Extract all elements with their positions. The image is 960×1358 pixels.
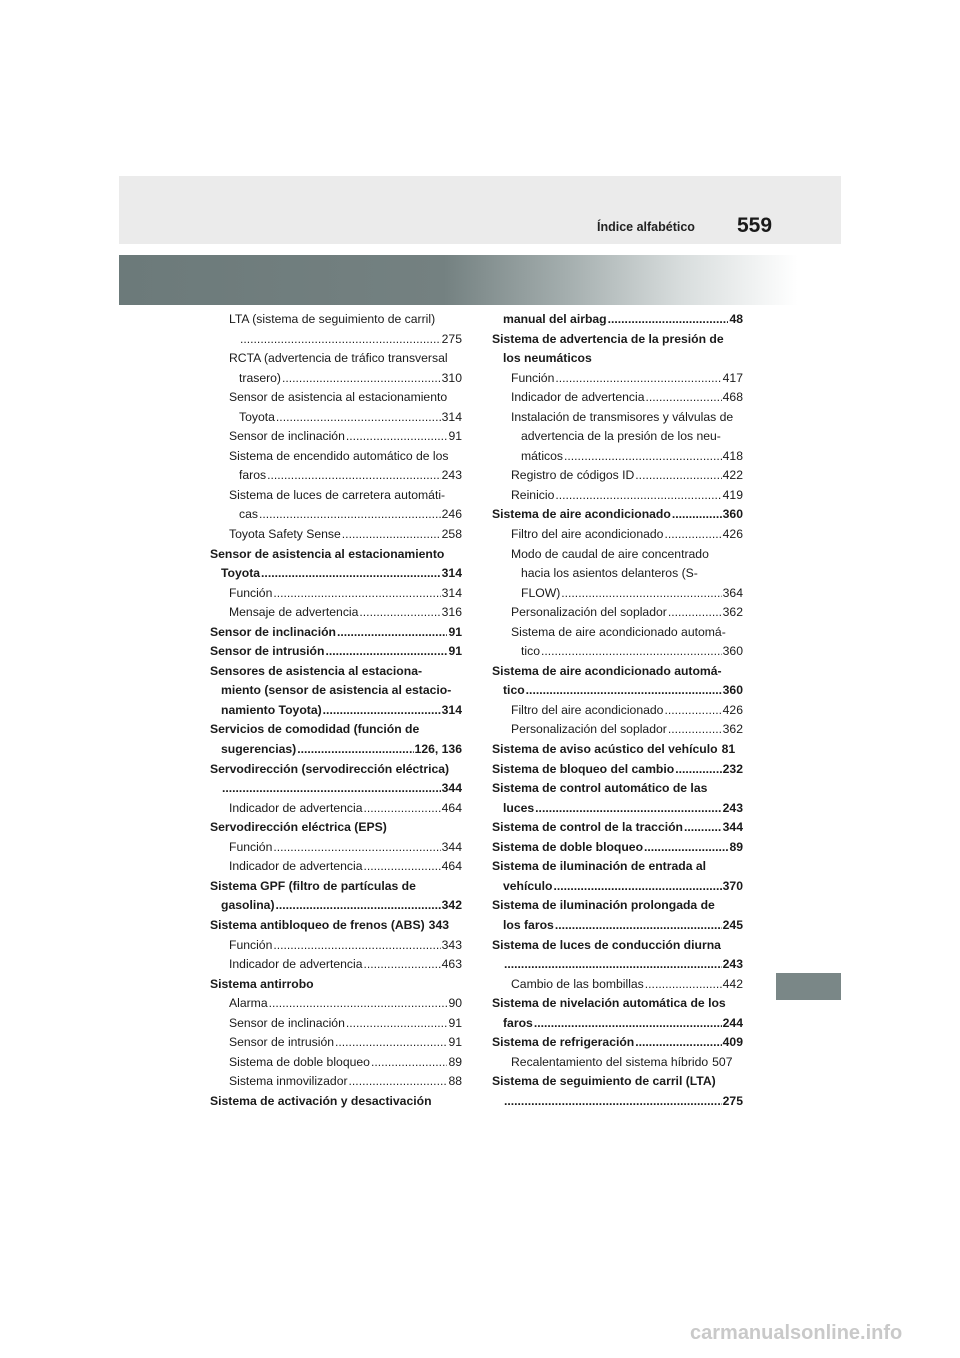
index-entry (492, 838, 743, 858)
index-entry (492, 701, 743, 721)
index-entry-text: Toyota Safety Sense (229, 527, 341, 542)
index-entry-text: Función (511, 370, 555, 385)
index-entry (210, 896, 462, 916)
index-entry (210, 662, 462, 682)
index-entry-text: Sistema de aire acondicionado (492, 507, 671, 522)
dot-leader (564, 447, 722, 467)
index-entry-page: 126, 136 (414, 742, 462, 757)
index-entry (210, 994, 462, 1014)
index-entry (210, 447, 462, 467)
index-entry-text: Alarma (229, 996, 268, 1011)
index-entry-page: 464 (441, 800, 462, 815)
index-entry (492, 857, 743, 877)
index-entry-text: máticos (521, 448, 563, 463)
dot-leader (645, 388, 721, 408)
index-entry-text: Sistema antirrobo (210, 976, 314, 991)
index-entry-text: namiento Toyota) (221, 702, 322, 717)
index-entry-page: 90 (448, 996, 462, 1011)
index-entry-text: Filtro del aire acondicionado (511, 702, 664, 717)
index-entry-text: Modo de caudal de aire concentrado (511, 546, 709, 561)
index-entry (210, 955, 462, 975)
index-entry (210, 936, 462, 956)
index-entry-text: Sistema GPF (filtro de partículas de (210, 878, 416, 893)
dot-leader (267, 466, 441, 486)
index-entry-page: 418 (722, 448, 743, 463)
index-entry-text: Sistema de advertencia de la presión de (492, 331, 724, 346)
index-entry-text: tico (521, 644, 540, 659)
index-entry-text: Función (229, 839, 273, 854)
index-entry (210, 603, 462, 623)
dot-leader (526, 681, 722, 701)
index-entry-text: vehículo (503, 878, 553, 893)
index-entry-page: 243 (441, 468, 462, 483)
dot-leader (349, 1072, 448, 1092)
index-entry (492, 955, 743, 975)
index-entry-text: Servicios de comodidad (función de (210, 722, 420, 737)
header-band (119, 176, 841, 244)
index-entry-text: Sistema de nivelación automática de los (492, 996, 726, 1011)
index-entry-text: Instalación de transmisores y válvulas de (511, 409, 734, 424)
dot-leader (675, 760, 721, 780)
index-entry (492, 877, 743, 897)
dot-leader (371, 1053, 448, 1073)
index-entry (210, 388, 462, 408)
index-entry-text: Toyota (239, 409, 275, 424)
index-entry-page: 409 (722, 1035, 743, 1050)
dot-leader (240, 330, 441, 350)
index-entry (210, 877, 462, 897)
index-entry (492, 740, 743, 760)
index-entry (210, 564, 462, 584)
dot-leader (325, 642, 447, 662)
index-entry-text: Personalización del soplador (511, 722, 667, 737)
index-entry-text: Toyota (221, 566, 261, 581)
index-entry (210, 1014, 462, 1034)
dot-leader (534, 1014, 722, 1034)
index-entry-page: 344 (441, 839, 462, 854)
dot-leader (555, 916, 722, 936)
index-entry-text: Sensor de inclinación (229, 1015, 345, 1030)
index-entry (210, 975, 462, 995)
index-entry-page: 342 (441, 898, 462, 913)
index-entry (210, 1092, 462, 1112)
index-entry-text: Sistema de iluminación de entrada al (492, 859, 707, 874)
index-entry-page: 362 (722, 722, 743, 737)
dot-leader (335, 1033, 447, 1053)
index-entry (492, 936, 743, 956)
index-entry-text: Sistema de seguimiento de carril (LTA) (492, 1074, 716, 1089)
index-entry-page: 417 (722, 370, 743, 385)
index-entry (210, 545, 462, 565)
index-entry-text: Sistema de doble bloqueo (492, 839, 644, 854)
index-entry (210, 330, 462, 350)
index-entry (210, 427, 462, 447)
index-entry-text: LTA (sistema de seguimiento de carril) (229, 312, 436, 326)
index-entry (492, 916, 743, 936)
index-entry-text: luces (503, 800, 535, 815)
index-entry (492, 799, 743, 819)
index-entry-page: 468 (722, 390, 743, 405)
chapter-thumb-tab (776, 973, 841, 1000)
index-entry (492, 564, 743, 584)
index-entry (210, 916, 462, 936)
index-entry (492, 642, 743, 662)
dot-leader (668, 603, 722, 623)
dot-leader (684, 818, 722, 838)
index-entry (210, 720, 462, 740)
index-entry-page: 314 (441, 409, 462, 424)
index-entry (210, 310, 462, 330)
page-number: 559 (737, 214, 773, 237)
index-entry-text: Servodirección eléctrica (EPS) (210, 820, 387, 835)
index-entry-text: Sistema de activación y desactivación (210, 1093, 432, 1108)
index-entry (210, 701, 462, 721)
index-entry (210, 760, 462, 780)
index-entry-text: Personalización del soplador (511, 605, 667, 620)
index-entry-page: 89 (729, 839, 743, 854)
index-entry-page: 88 (448, 1074, 462, 1089)
dot-leader (222, 779, 441, 799)
index-entry-page: 243 (722, 957, 743, 972)
index-entry (492, 1053, 743, 1073)
dot-leader (269, 994, 448, 1014)
index-entry-text: gasolina) (221, 898, 275, 913)
index-entry-text: tico (503, 683, 525, 698)
dot-leader (535, 799, 721, 819)
dot-leader (273, 936, 440, 956)
index-entry (210, 486, 462, 506)
index-entry-page: 232 (722, 761, 743, 776)
dot-leader (555, 486, 721, 506)
index-entry-page: 310 (441, 370, 462, 385)
index-entry-page: 360 (722, 644, 743, 659)
index-entry-text: Sistema de encendido automático de los (229, 448, 449, 463)
index-entry (210, 584, 462, 604)
index-entry (210, 1053, 462, 1073)
index-entry-text: Mensaje de advertencia (229, 605, 359, 620)
index-entry-page: 48 (729, 312, 743, 326)
dot-leader (323, 701, 441, 721)
index-entry-page: 464 (441, 859, 462, 874)
index-entry-text: cas (239, 507, 258, 522)
index-entry (210, 349, 462, 369)
index-entry (492, 408, 743, 428)
index-entry-text: los faros (503, 917, 554, 932)
index-entry (210, 505, 462, 525)
index-entry-text: Sistema de bloqueo del cambio (492, 761, 675, 776)
index-entry (492, 486, 743, 506)
index-entry-page: 360 (722, 683, 743, 698)
index-entry (210, 1072, 462, 1092)
index-entry (492, 896, 743, 916)
index-entry (210, 838, 462, 858)
index-entry (492, 349, 743, 369)
dot-leader (553, 877, 721, 897)
index-entry (210, 799, 462, 819)
index-entry-text: hacia los asientos delanteros (S- (521, 566, 698, 581)
index-entry (492, 760, 743, 780)
dot-leader (504, 1092, 722, 1112)
index-entry-page: 360 (722, 507, 743, 522)
header-gradient-bar (119, 255, 841, 305)
index-entry (492, 310, 743, 330)
index-entry (210, 857, 462, 877)
index-entry (492, 623, 743, 643)
index-entry-page: 81 (721, 742, 736, 757)
index-entry-text: Sensores de asistencia al estaciona- (210, 663, 423, 678)
index-entry-text: FLOW) (521, 585, 561, 600)
index-entry-text: Registro de códigos ID (511, 468, 635, 483)
index-entry-page: 314 (441, 702, 462, 717)
index-entry-text: Sistema de aviso acústico del vehículo (492, 742, 718, 757)
watermark-text: carmanualsonline.info (690, 1322, 903, 1344)
index-entry-text: trasero) (239, 370, 281, 385)
index-entry-page: 243 (722, 800, 743, 815)
index-entry-text: Sistema de control automático de las (492, 781, 708, 796)
index-entry-text: RCTA (advertencia de tráfico transversal (229, 351, 448, 366)
index-entry-text: Sensor de inclinación (210, 624, 336, 639)
index-entry (492, 975, 743, 995)
index-entry-text: faros (239, 468, 267, 483)
index-entry-page: 91 (448, 1015, 462, 1030)
index-entry-text: Sensor de asistencia al estacionamiento (210, 546, 445, 561)
index-entry-page: 244 (722, 1015, 743, 1030)
index-entry (210, 623, 462, 643)
index-entry-text: Sistema de aire acondicionado automá- (492, 663, 722, 678)
index-entry-page: 91 (448, 624, 462, 639)
index-entry-text: Sistema antibloqueo de frenos (ABS) (210, 917, 425, 932)
index-entry (492, 720, 743, 740)
index-entry-text: miento (sensor de asistencia al estacio- (221, 683, 452, 698)
index-entry-text: Función (229, 585, 273, 600)
index-entry (492, 603, 743, 623)
dot-leader (273, 584, 440, 604)
index-entry-text: Sistema de luces de conducción diurna (492, 937, 721, 952)
index-entry (492, 1092, 743, 1112)
index-entry-page: 364 (722, 585, 743, 600)
index-entry-text: los neumáticos (503, 351, 592, 366)
dot-leader (259, 505, 441, 525)
index-column-right (492, 310, 743, 1111)
index-entry (492, 1072, 743, 1092)
index-entry (492, 584, 743, 604)
index-entry-text: Sistema inmovilizador (229, 1074, 348, 1089)
index-entry-page: 343 (428, 917, 450, 932)
dot-leader (276, 896, 441, 916)
index-entry-page: 426 (722, 702, 743, 717)
index-entry-page: 442 (722, 976, 743, 991)
index-entry-text: Sensor de intrusión (229, 1035, 335, 1050)
index-entry-text: Sistema de luces de carretera automáti- (229, 487, 446, 502)
dot-leader (363, 955, 440, 975)
index-entry-text: Reinicio (511, 487, 555, 502)
dot-leader (346, 1014, 448, 1034)
index-entry (210, 466, 462, 486)
index-entry-text: faros (503, 1015, 533, 1030)
index-entry-text: sugerencias) (221, 742, 297, 757)
dot-leader (541, 642, 722, 662)
index-entry (492, 662, 743, 682)
dot-leader (261, 564, 441, 584)
index-entry (492, 447, 743, 467)
index-entry (210, 369, 462, 389)
dot-leader (664, 701, 721, 721)
index-entry (492, 1033, 743, 1053)
index-entry-text: Filtro del aire acondicionado (511, 527, 664, 542)
index-entry (210, 681, 462, 701)
index-entry-page: 343 (441, 937, 462, 952)
dot-leader (273, 838, 440, 858)
index-entry-page: 91 (448, 429, 462, 444)
index-entry (210, 642, 462, 662)
dot-leader (346, 427, 448, 447)
dot-leader (363, 857, 440, 877)
index-entry-page: 275 (441, 331, 462, 346)
dot-leader (635, 466, 721, 486)
index-entry-page: 507 (712, 1054, 733, 1069)
index-entry-text: Sensor de inclinación (229, 429, 345, 444)
index-entry-text: Indicador de advertencia (229, 859, 363, 874)
index-entry-text: Indicador de advertencia (229, 800, 363, 815)
index-entry-page: 258 (441, 527, 462, 542)
index-entry-page: 370 (722, 878, 743, 893)
index-entry-page: 91 (448, 1035, 462, 1050)
index-entry (492, 330, 743, 350)
dot-leader (363, 799, 440, 819)
index-entry (492, 681, 743, 701)
index-entry (492, 505, 743, 525)
index-entry (210, 740, 462, 760)
dot-leader (608, 310, 729, 330)
index-entry (210, 525, 462, 545)
index-entry-text: Indicador de advertencia (229, 957, 363, 972)
index-entry-text: Recalentamiento del sistema híbrido (511, 1054, 709, 1069)
index-entry-text: Indicador de advertencia (511, 390, 645, 405)
index-entry (492, 818, 743, 838)
dot-leader (664, 525, 721, 545)
dot-leader (282, 369, 441, 389)
index-entry-text: Sensor de asistencia al estacionamiento (229, 390, 448, 405)
index-entry-page: 314 (441, 566, 462, 581)
dot-leader (276, 408, 441, 428)
index-entry (492, 525, 743, 545)
index-entry-text: Sistema de control de la tracción (492, 820, 683, 835)
index-entry (210, 818, 462, 838)
index-entry (492, 1014, 743, 1034)
index-entry (492, 388, 743, 408)
dot-leader (644, 838, 728, 858)
index-entry-text: Sistema de iluminación prolongada de (492, 898, 715, 913)
index-entry-page: 275 (722, 1093, 743, 1108)
index-entry (210, 779, 462, 799)
index-entry-text: Sistema de aire acondicionado automá- (511, 624, 726, 639)
index-entry (210, 408, 462, 428)
index-entry-text: Cambio de las bombillas (511, 976, 644, 991)
index-entry-page: 91 (448, 644, 462, 659)
index-entry-text: Sistema de refrigeración (492, 1035, 635, 1050)
index-entry (492, 779, 743, 799)
dot-leader (504, 955, 722, 975)
index-entry (492, 466, 743, 486)
index-entry (492, 994, 743, 1014)
index-entry-page: 314 (441, 585, 462, 600)
dot-leader (668, 720, 722, 740)
dot-leader (342, 525, 441, 545)
index-entry-text: advertencia de la presión de los neu- (521, 429, 721, 444)
dot-leader (635, 1033, 721, 1053)
index-entry (492, 427, 743, 447)
index-entry-text: Servodirección (servodirección eléctrica) (210, 761, 450, 776)
dot-leader (645, 975, 722, 995)
index-entry (492, 369, 743, 389)
index-entry-page: 246 (441, 507, 462, 522)
index-entry-page: 344 (441, 781, 462, 796)
section-title: Índice alfabético (597, 220, 695, 234)
index-entry-text: Función (229, 937, 273, 952)
index-entry-page: 362 (722, 605, 743, 620)
index-entry (210, 1033, 462, 1053)
dot-leader (337, 623, 447, 643)
index-entry-text: Sensor de intrusión (210, 644, 325, 659)
dot-leader (561, 584, 721, 604)
index-entry-page: 344 (722, 820, 743, 835)
dot-leader (555, 369, 721, 389)
index-entry-page: 89 (448, 1054, 462, 1069)
index-entry-text: manual del airbag (503, 312, 607, 326)
index-entry-page: 426 (722, 527, 743, 542)
dot-leader (672, 505, 722, 525)
index-entry-text: Sistema de doble bloqueo (229, 1054, 370, 1069)
index-entry-page: 422 (722, 468, 743, 483)
index-column-left (210, 310, 462, 1111)
dot-leader (297, 740, 413, 760)
index-entry (492, 545, 743, 565)
index-entry-page: 245 (722, 917, 743, 932)
index-entry-page: 419 (722, 487, 743, 502)
index-entry-page: 316 (441, 605, 462, 620)
index-entry-page: 463 (441, 957, 462, 972)
dot-leader (359, 603, 440, 623)
